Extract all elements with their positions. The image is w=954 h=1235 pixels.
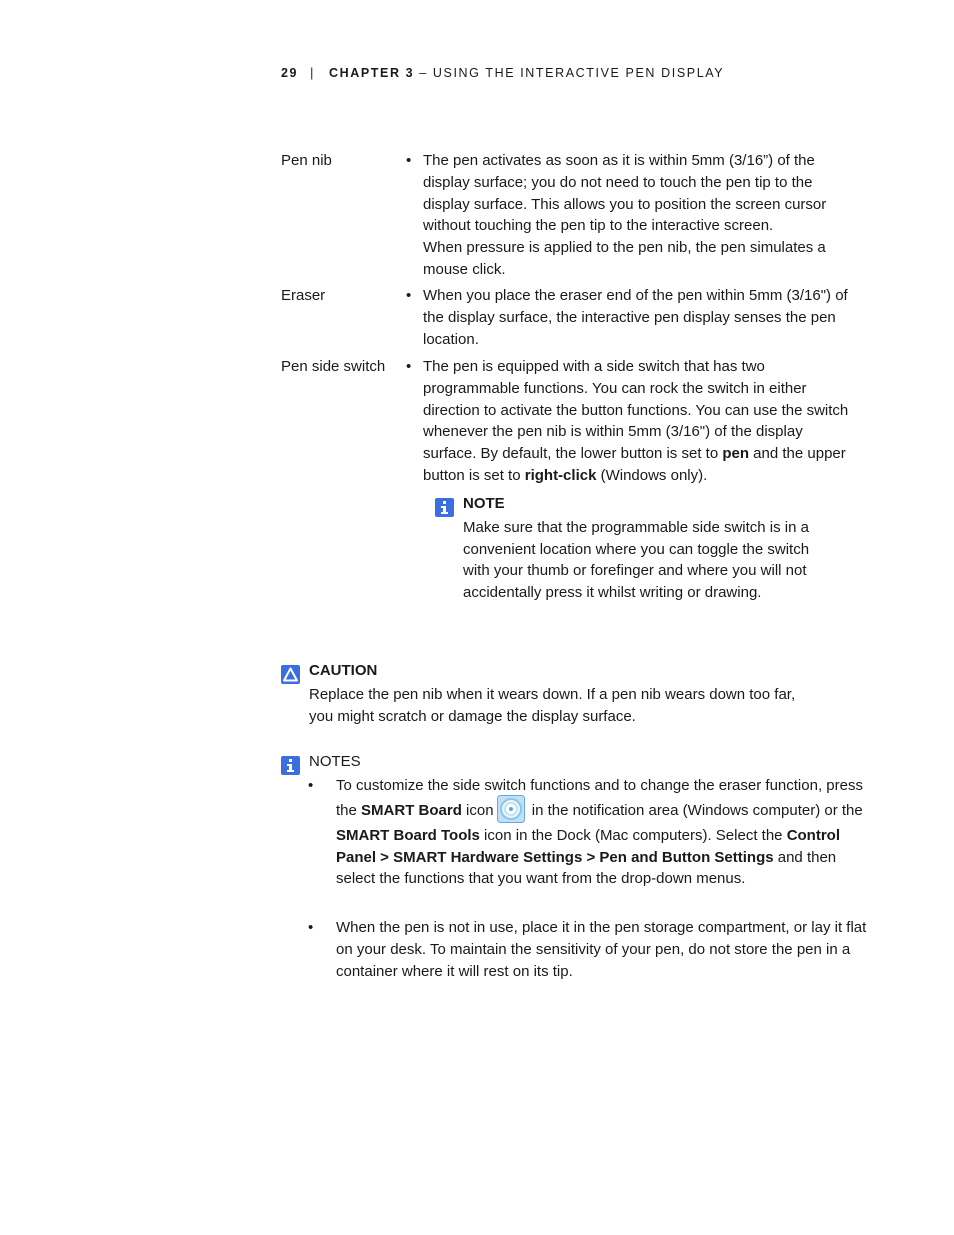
smart-board-icon bbox=[497, 795, 525, 823]
bold-right-click: right-click bbox=[524, 466, 597, 484]
text-run: in the notification area (Windows computer) or the bbox=[527, 801, 863, 819]
text-run: (Windows only). bbox=[596, 466, 708, 484]
feature-description bbox=[423, 356, 855, 487]
bullet: • bbox=[308, 777, 314, 794]
text-run: and the upper button is set to bbox=[423, 445, 846, 484]
feature-label: Eraser bbox=[281, 287, 326, 304]
bold-menu-path: Control Panel > SMART Hardware Settings > Pen and Button Settings bbox=[336, 826, 841, 866]
text-run: icon in the Dock (Mac computers). Select the bbox=[479, 826, 787, 844]
caution-line: you might scratch or damage the display surface. bbox=[309, 707, 636, 725]
text-run: To customize the side switch functions and to change the eraser function, press the bbox=[336, 777, 863, 819]
caution-icon bbox=[281, 665, 300, 684]
feature-description bbox=[423, 150, 848, 281]
feature-paragraph bbox=[423, 356, 855, 487]
bullet: • bbox=[406, 287, 412, 304]
header-separator: | bbox=[310, 66, 315, 80]
info-icon bbox=[281, 756, 300, 775]
feature-label: Pen side switch bbox=[281, 358, 386, 375]
note-title: NOTE bbox=[463, 495, 505, 512]
note-text: Make sure that the programmable side switch is in a convenient location where you can toggle the switch with your thumb or forefinger and where you will not accidentally press it whilst writing or drawing. bbox=[463, 518, 810, 602]
bold-smart-board-tools: SMART Board Tools bbox=[336, 826, 480, 844]
chapter-label: CHAPTER 3 bbox=[328, 66, 415, 80]
notes-title: NOTES bbox=[309, 753, 361, 770]
feature-description bbox=[423, 285, 853, 350]
caution-line: Replace the pen nib when it wears down. If a pen nib wears down too far, bbox=[309, 685, 796, 703]
info-icon bbox=[435, 498, 454, 517]
bold-smart-board: SMART Board bbox=[361, 801, 462, 819]
text-run: The pen is equipped with a side switch that has two programmable functions. You can rock the switch in either direction to activate the button functions. You can use the switch whenever the pen nib is within 5mm (3/16") of the display surface. By default, the lower button is set to bbox=[423, 358, 849, 463]
page-number: 29 bbox=[281, 66, 299, 80]
note-block bbox=[463, 493, 833, 604]
feature-paragraph: When you place the eraser end of the pen within 5mm (3/16") of the display surface, the interactive pen display senses the pen location. bbox=[423, 287, 848, 348]
caution-title: CAUTION bbox=[309, 662, 378, 679]
page-header bbox=[281, 66, 724, 80]
bullet: • bbox=[406, 152, 412, 169]
feature-paragraph: When pressure is applied to the pen nib, the pen simulates a mouse click. bbox=[423, 239, 826, 278]
bullet: • bbox=[308, 919, 314, 936]
list-item-text: When the pen is not in use, place it in the pen storage compartment, or lay it flat on your desk. To maintain the sensitivity of your pen, do not store the pen in a container where it will rest on its tip. bbox=[336, 919, 867, 980]
text-run: and then select the functions that you want from the drop-down menus. bbox=[336, 848, 837, 888]
text-run: icon bbox=[461, 801, 494, 819]
feature-label: Pen nib bbox=[281, 152, 332, 169]
caution-block bbox=[309, 660, 869, 727]
bold-pen: pen bbox=[722, 445, 749, 463]
chapter-title: – USING THE INTERACTIVE PEN DISPLAY bbox=[419, 66, 725, 80]
list-item-text bbox=[336, 775, 871, 890]
feature-paragraph: The pen activates as soon as it is within 5mm (3/16”) of the display surface; you do not need to touch the pen tip to the display surface. This allows you to position the screen cursor without touching the pen tip to the interactive screen. bbox=[423, 152, 827, 235]
bullet: • bbox=[406, 358, 412, 375]
